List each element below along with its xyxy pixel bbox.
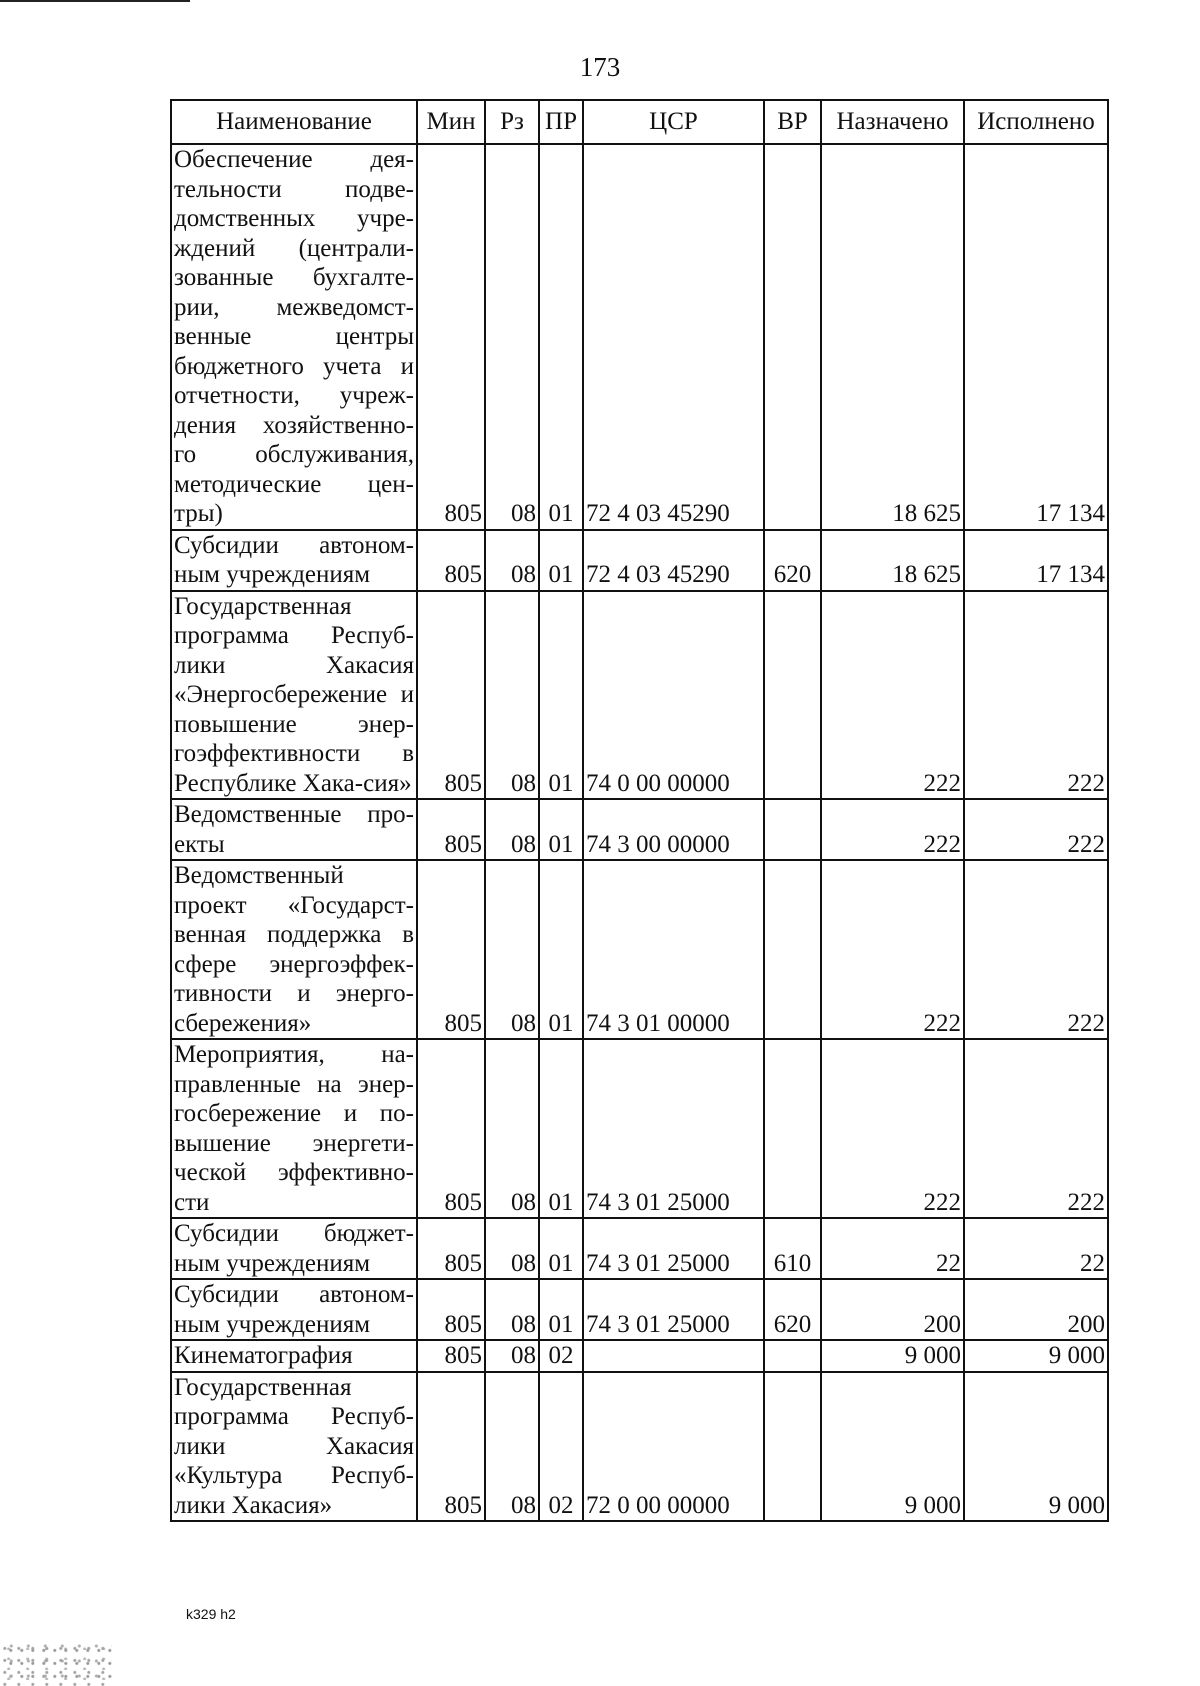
cell-rz: 08 xyxy=(485,530,539,591)
cell-vr xyxy=(764,1039,821,1218)
cell-rz: 08 xyxy=(485,1039,539,1218)
cell-rz: 08 xyxy=(485,1372,539,1522)
cell-pr: 02 xyxy=(539,1340,583,1372)
cell-assigned: 222 xyxy=(821,591,964,800)
cell-assigned: 18 625 xyxy=(821,144,964,530)
cell-name: Кинематография xyxy=(171,1340,417,1372)
cell-csr: 74 3 01 00000 xyxy=(583,860,764,1039)
header-executed: Исполнено xyxy=(964,100,1108,144)
cell-csr: 74 3 01 25000 xyxy=(583,1218,764,1279)
table-row xyxy=(171,1372,1108,1522)
table-row xyxy=(171,591,1108,800)
cell-csr xyxy=(583,1340,764,1372)
cell-executed: 222 xyxy=(964,860,1108,1039)
cell-csr: 72 0 00 00000 xyxy=(583,1372,764,1522)
cell-min: 805 xyxy=(417,1039,485,1218)
cell-min: 805 xyxy=(417,1340,485,1372)
cell-rz: 08 xyxy=(485,1218,539,1279)
table-header-row xyxy=(171,100,1108,144)
header-name: Наименование xyxy=(171,100,417,144)
cell-pr: 01 xyxy=(539,591,583,800)
cell-min: 805 xyxy=(417,144,485,530)
cell-min: 805 xyxy=(417,530,485,591)
cell-vr: 620 xyxy=(764,530,821,591)
cell-min: 805 xyxy=(417,860,485,1039)
cell-vr xyxy=(764,1340,821,1372)
cell-name: Государственная программа Респуб-лики Хакасия «Энергосбережение и повышение энер-гоэффективности в Республике Хака-сия» xyxy=(171,591,417,800)
cell-rz: 08 xyxy=(485,144,539,530)
cell-vr xyxy=(764,799,821,860)
footer-document-code: k329 h2 xyxy=(186,1606,236,1622)
cell-vr xyxy=(764,591,821,800)
header-pr: ПР xyxy=(539,100,583,144)
cell-vr: 620 xyxy=(764,1279,821,1340)
cell-csr: 74 0 00 00000 xyxy=(583,591,764,800)
cell-csr: 72 4 03 45290 xyxy=(583,530,764,591)
cell-min: 805 xyxy=(417,799,485,860)
cell-pr: 01 xyxy=(539,860,583,1039)
cell-assigned: 9 000 xyxy=(821,1340,964,1372)
cell-name: Государственная программа Респуб-лики Хакасия «Культура Респуб-лики Хакасия» xyxy=(171,1372,417,1522)
scan-edge-line xyxy=(0,0,190,2)
table-row xyxy=(171,799,1108,860)
cell-rz: 08 xyxy=(485,591,539,800)
table-row xyxy=(171,1218,1108,1279)
cell-csr: 72 4 03 45290 xyxy=(583,144,764,530)
cell-vr xyxy=(764,860,821,1039)
cell-assigned: 222 xyxy=(821,1039,964,1218)
cell-assigned: 22 xyxy=(821,1218,964,1279)
cell-vr xyxy=(764,144,821,530)
cell-pr: 02 xyxy=(539,1372,583,1522)
cell-executed: 200 xyxy=(964,1279,1108,1340)
cell-min: 805 xyxy=(417,1218,485,1279)
cell-name: Субсидии автоном-ным учреждениям xyxy=(171,1279,417,1340)
cell-rz: 08 xyxy=(485,860,539,1039)
cell-pr: 01 xyxy=(539,144,583,530)
table-row xyxy=(171,530,1108,591)
cell-name: Мероприятия, на-правленные на энер-госбережение и по-вышение энергети-ческой эффективно-сти xyxy=(171,1039,417,1218)
header-assigned: Назначено xyxy=(821,100,964,144)
cell-executed: 222 xyxy=(964,799,1108,860)
cell-pr: 01 xyxy=(539,1279,583,1340)
cell-rz: 08 xyxy=(485,799,539,860)
cell-executed: 17 134 xyxy=(964,530,1108,591)
cell-vr xyxy=(764,1372,821,1522)
cell-min: 805 xyxy=(417,591,485,800)
cell-name: Субсидии бюджет-ным учреждениям xyxy=(171,1218,417,1279)
cell-csr: 74 3 01 25000 xyxy=(583,1039,764,1218)
cell-rz: 08 xyxy=(485,1279,539,1340)
table-row xyxy=(171,1340,1108,1372)
scan-noise-decoration xyxy=(2,1640,112,1686)
cell-rz: 08 xyxy=(485,1340,539,1372)
cell-name: Ведомственные про-екты xyxy=(171,799,417,860)
cell-assigned: 9 000 xyxy=(821,1372,964,1522)
table-row xyxy=(171,144,1108,530)
cell-executed: 9 000 xyxy=(964,1340,1108,1372)
cell-name: Субсидии автоном-ным учреждениям xyxy=(171,530,417,591)
cell-executed: 17 134 xyxy=(964,144,1108,530)
header-csr: ЦСР xyxy=(583,100,764,144)
cell-pr: 01 xyxy=(539,1039,583,1218)
page-number: 173 xyxy=(579,52,621,82)
cell-executed: 222 xyxy=(964,591,1108,800)
cell-pr: 01 xyxy=(539,799,583,860)
header-rz: Рз xyxy=(485,100,539,144)
cell-csr: 74 3 01 25000 xyxy=(583,1279,764,1340)
cell-assigned: 18 625 xyxy=(821,530,964,591)
table-row xyxy=(171,860,1108,1039)
cell-executed: 222 xyxy=(964,1039,1108,1218)
cell-csr: 74 3 00 00000 xyxy=(583,799,764,860)
cell-min: 805 xyxy=(417,1279,485,1340)
table-row xyxy=(171,1279,1108,1340)
cell-executed: 22 xyxy=(964,1218,1108,1279)
header-vr: ВР xyxy=(764,100,821,144)
cell-pr: 01 xyxy=(539,1218,583,1279)
header-min: Мин xyxy=(417,100,485,144)
cell-name: Обеспечение дея-тельности подве-домственных учре-ждений (централи-зованные бухгалте-рии, межведомст-венные центры бюджетного учета и отчетности, учреж-дения хозяйственно-го обслуживания, методические цен-тры) xyxy=(171,144,417,530)
cell-name: Ведомственный проект «Государст-венная поддержка в сфере энергоэффек-тивности и энерго-сбережения» xyxy=(171,860,417,1039)
budget-table xyxy=(170,99,1109,1522)
cell-assigned: 200 xyxy=(821,1279,964,1340)
cell-min: 805 xyxy=(417,1372,485,1522)
cell-executed: 9 000 xyxy=(964,1372,1108,1522)
table-row xyxy=(171,1039,1108,1218)
cell-pr: 01 xyxy=(539,530,583,591)
cell-assigned: 222 xyxy=(821,860,964,1039)
cell-assigned: 222 xyxy=(821,799,964,860)
cell-vr: 610 xyxy=(764,1218,821,1279)
